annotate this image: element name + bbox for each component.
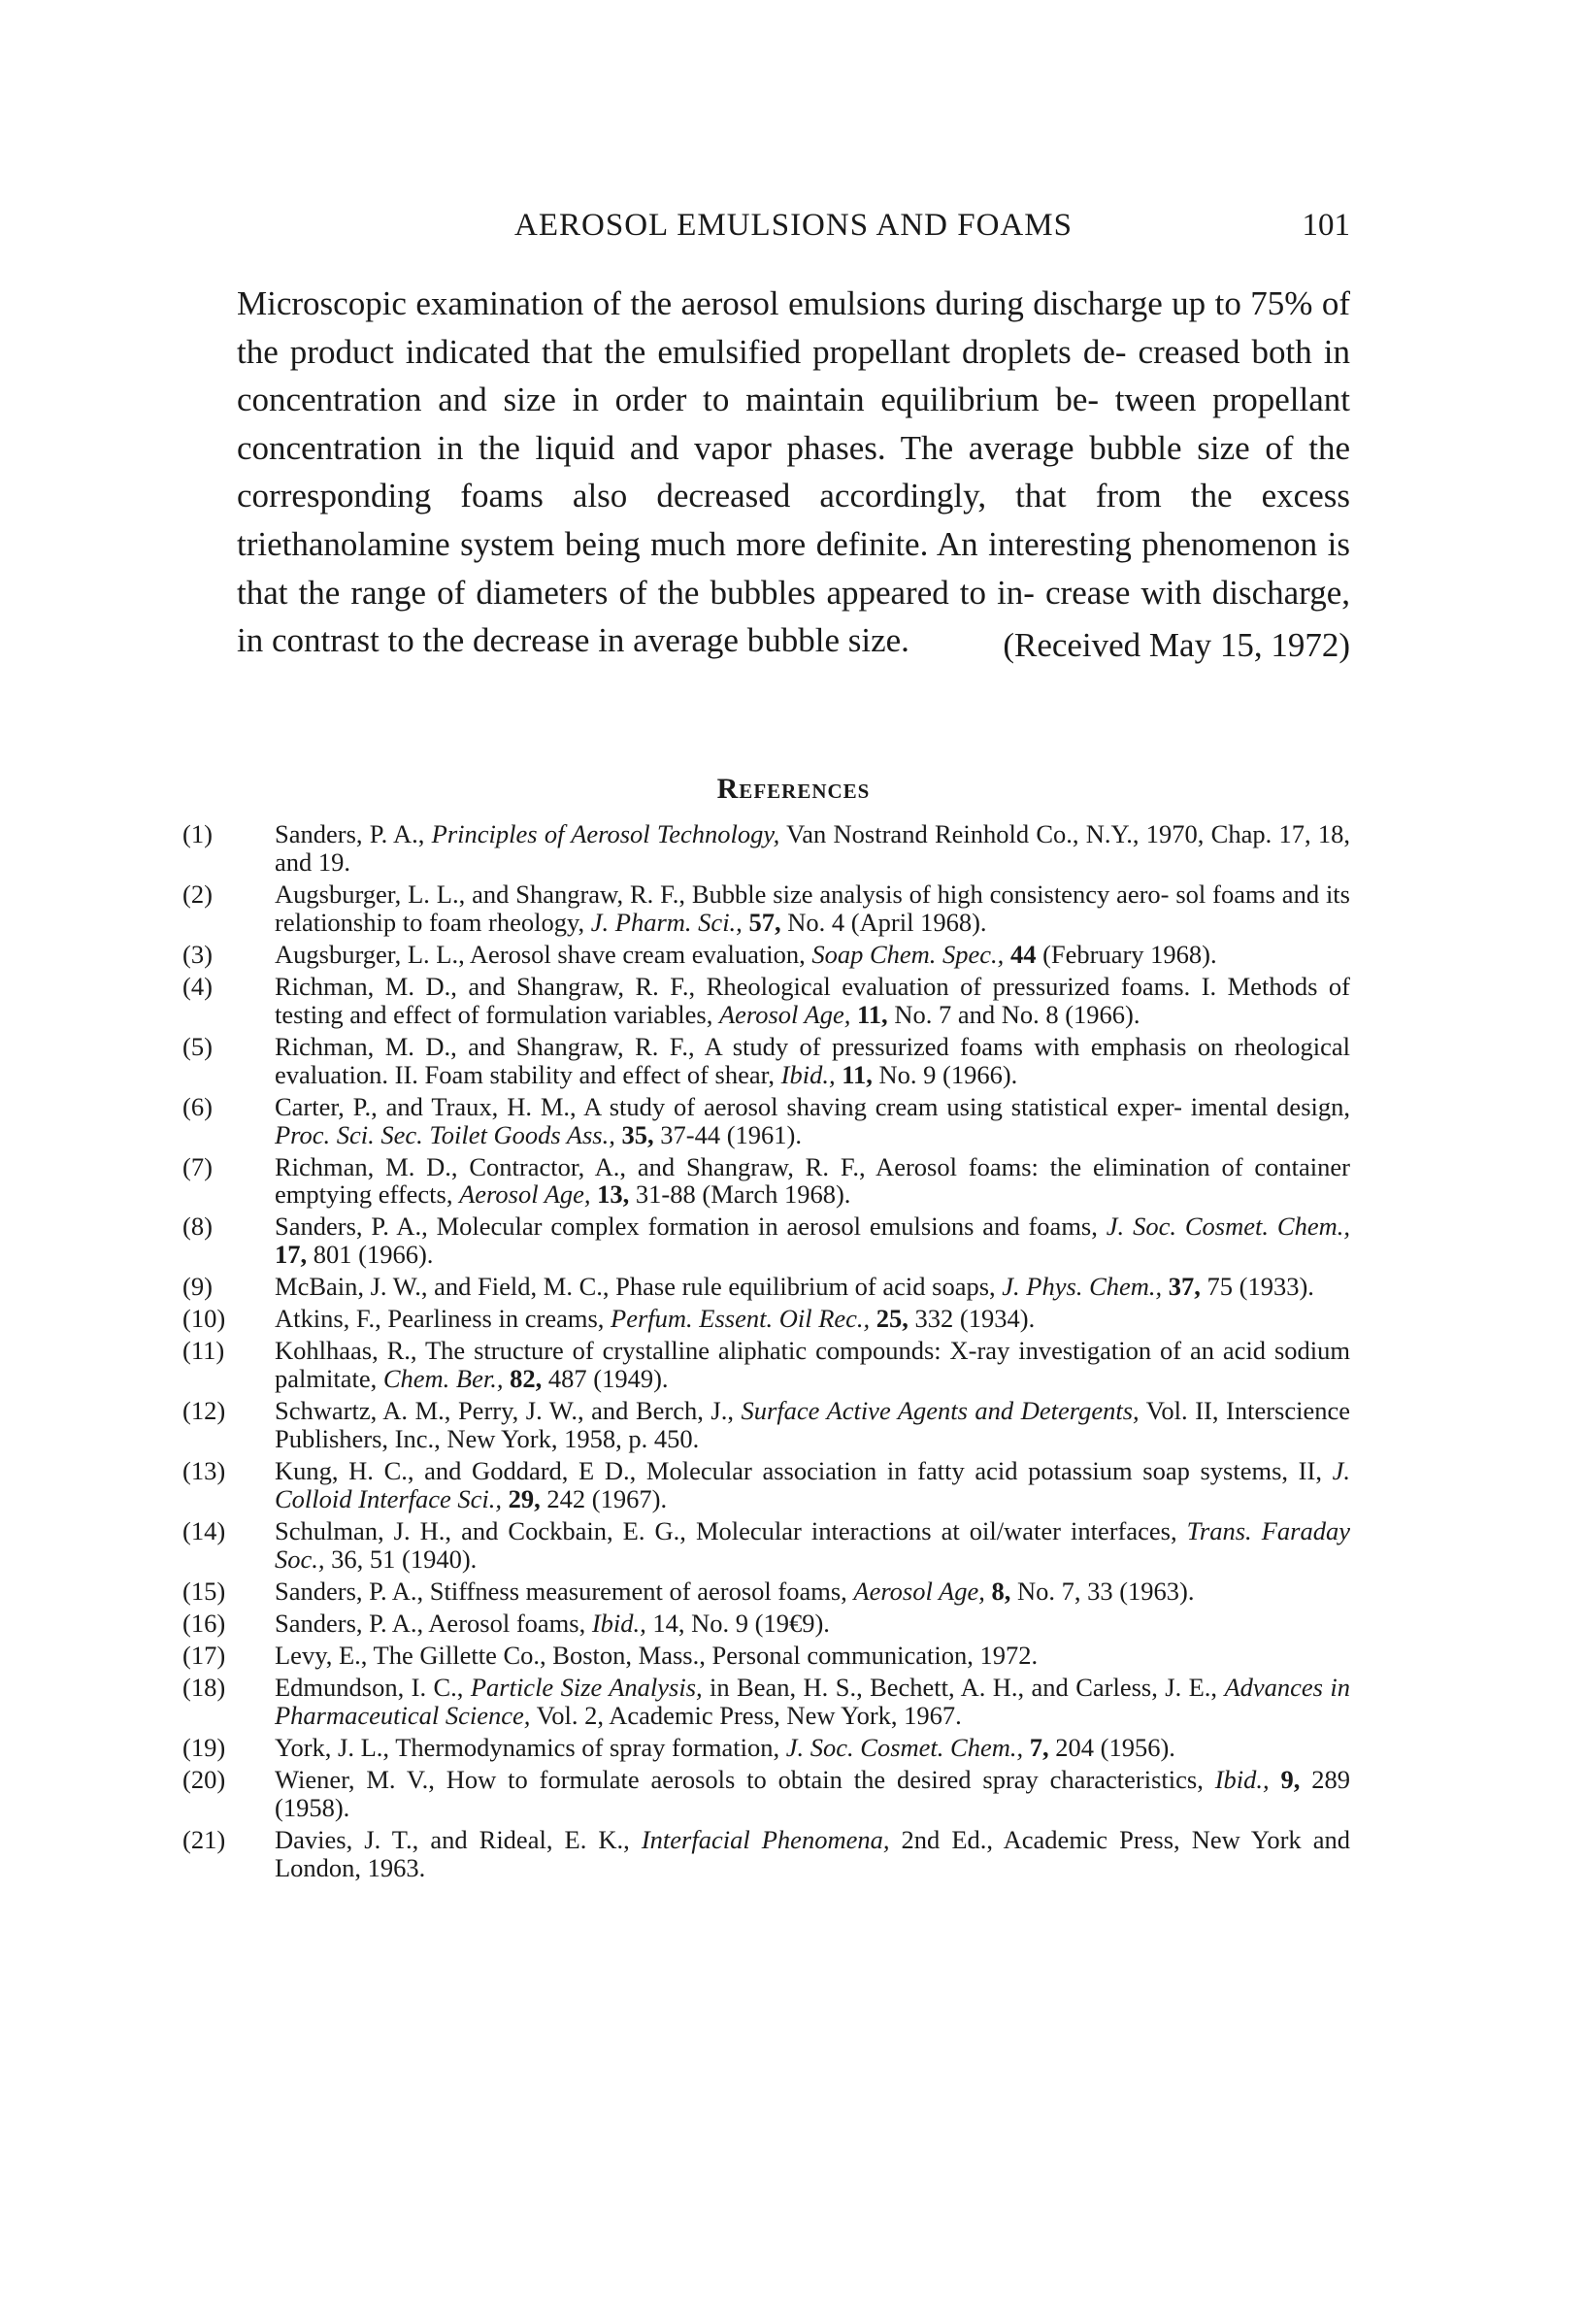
reference-text — [275, 1153, 1350, 1210]
reference-segment — [1004, 940, 1010, 969]
reference-item — [182, 1153, 1350, 1210]
reference-segment: 289 (1958). — [275, 1764, 1351, 1822]
reference-number: (20) — [182, 1764, 226, 1794]
reference-italic-segment: Advances in Pharmaceutical Science, — [275, 1672, 1350, 1730]
reference-text — [275, 1212, 1350, 1269]
reference-list — [182, 820, 1350, 1886]
reference-item — [182, 1305, 1350, 1333]
reference-segment: 487 (1949). — [542, 1364, 669, 1394]
reference-segment: Edmundson, I. C., — [275, 1672, 471, 1702]
reference-italic-segment: Perfum. Essent. Oil Rec., — [611, 1304, 871, 1334]
reference-text — [275, 1642, 1350, 1670]
reference-volume: 7, — [1029, 1732, 1049, 1762]
reference-segment: Sanders, P. A., — [275, 819, 432, 848]
reference-text — [275, 973, 1350, 1029]
reference-segment: Richman, M. D., and Shangraw, R. F., Rheological evaluation of pressurized foams. I. Methods of testing and effect of formulation variables, — [275, 971, 1350, 1029]
running-head — [237, 208, 1350, 250]
reference-segment: Davies, J. T., and Rideal, E. K., — [275, 1824, 642, 1854]
reference-text — [275, 820, 1350, 877]
reference-number: (13) — [182, 1456, 226, 1486]
reference-segment — [870, 1304, 876, 1333]
reference-number: (12) — [182, 1396, 226, 1426]
reference-segment: Levy, E., The Gillette Co., Boston, Mass., Personal communication, 1972. — [275, 1640, 1039, 1670]
reference-number: (8) — [182, 1212, 213, 1242]
reference-number: (6) — [182, 1091, 213, 1121]
reference-segment: 37-44 (1961). — [653, 1119, 802, 1149]
body-paragraph: Microscopic examination of the aerosol emulsions during discharge up to 75% of the product indicated that the emulsified propellant droplets de- creased both in concentration and size in order to maintain equilibrium be- tween propellant concentration in the liquid and vapor phases. The average bubble size of the corresponding foams also decreased accordingly, that from the excess triethanolamine system being much more definite. An interesting phenomenon is that the range of diameters of the bubbles appeared to in- crease with discharge, in contrast to the decrease in average bubble size. — [237, 284, 1350, 660]
received-date: (Received May 15, 1972) — [1003, 626, 1350, 664]
reference-segment: Schwartz, A. M., Perry, J. W., and Berch, J., — [275, 1396, 742, 1426]
reference-segment: 75 (1933). — [1200, 1272, 1314, 1302]
reference-segment: in Bean, H. S., Bechett, A. H., and Carless, J. E., — [702, 1672, 1225, 1702]
reference-segment: (February 1968). — [1036, 939, 1217, 969]
reference-text — [275, 1766, 1350, 1822]
reference-item — [182, 1642, 1350, 1670]
reference-number: (7) — [182, 1151, 213, 1181]
reference-number: (9) — [182, 1272, 213, 1302]
reference-volume: 82, — [510, 1364, 543, 1394]
reference-segment: Richman, M. D., and Shangraw, R. F., A study of pressurized foams with emphasis on rheological evaluation. II. Foam stability and effect of shear, — [275, 1031, 1350, 1089]
reference-item — [182, 1674, 1350, 1730]
reference-number: (10) — [182, 1304, 226, 1334]
reference-number: (1) — [182, 819, 213, 848]
reference-item — [182, 1734, 1350, 1762]
reference-segment: Richman, M. D., Contractor, A., and Shangraw, R. F., Aerosol foams: the elimination of container emptying effects, — [275, 1151, 1350, 1210]
reference-italic-segment: J. Colloid Interface Sci., — [275, 1456, 1350, 1514]
reference-italic-segment: J. Phys. Chem., — [1002, 1272, 1163, 1302]
reference-segment: 204 (1956). — [1048, 1732, 1175, 1762]
reference-number: (11) — [182, 1336, 225, 1366]
reference-text — [275, 1734, 1350, 1762]
reference-item — [182, 1610, 1350, 1638]
reference-item — [182, 1212, 1350, 1269]
reference-number: (21) — [182, 1824, 226, 1854]
reference-item — [182, 1337, 1350, 1393]
reference-text — [275, 1457, 1350, 1513]
reference-text — [275, 1093, 1350, 1149]
reference-number: (18) — [182, 1672, 226, 1702]
reference-item — [182, 973, 1350, 1029]
reference-text — [275, 1305, 1350, 1333]
reference-segment: No. 9 (1966). — [872, 1059, 1018, 1089]
reference-text — [275, 1397, 1350, 1453]
reference-item — [182, 1577, 1350, 1606]
reference-italic-segment: Soap Chem. Spec., — [811, 939, 1005, 969]
reference-number: (16) — [182, 1608, 226, 1638]
reference-volume: 9, — [1280, 1764, 1301, 1794]
reference-italic-segment: Surface Active Agents and Detergents, — [741, 1396, 1140, 1426]
reference-italic-segment: Aerosol Age, — [853, 1576, 985, 1606]
reference-italic-segment: Principles of Aerosol Technology, — [431, 819, 780, 848]
reference-volume: 8, — [991, 1576, 1011, 1606]
running-title: AEROSOL EMULSIONS AND FOAMS — [514, 208, 1073, 243]
reference-segment: Sanders, P. A., Aerosol foams, — [275, 1608, 592, 1638]
reference-segment: Sanders, P. A., Molecular complex formation in aerosol emulsions and foams, — [275, 1212, 1107, 1242]
reference-segment: Van Nostrand Reinhold Co., N.Y., 1970, Chap. 17, 18, and 19. — [275, 819, 1350, 877]
reference-item — [182, 820, 1350, 877]
reference-volume: 11, — [857, 999, 888, 1029]
reference-text — [275, 1517, 1350, 1574]
reference-italic-segment: J. Pharm. Sci., — [590, 907, 743, 937]
reference-volume: 11, — [842, 1059, 873, 1089]
reference-segment: 14, No. 9 (19€9). — [645, 1608, 830, 1638]
reference-item — [182, 1457, 1350, 1513]
reference-item — [182, 1766, 1350, 1822]
reference-volume: 57, — [748, 907, 781, 937]
reference-number: (15) — [182, 1576, 226, 1606]
reference-item — [182, 1517, 1350, 1574]
reference-volume: 44 — [1009, 939, 1037, 969]
reference-text — [275, 1033, 1350, 1089]
reference-italic-segment: Interfacial Phenomena, — [641, 1824, 890, 1854]
reference-italic-segment: Trans. Faraday Soc., — [275, 1516, 1350, 1574]
reference-segment: Augsburger, L. L., and Shangraw, R. F., Bubble size analysis of high consistency aero- sol foams and its relationship to foam rheology, — [275, 879, 1350, 937]
reference-segment — [1270, 1765, 1281, 1794]
reference-segment: York, J. L., Thermodynamics of spray formation, — [275, 1732, 786, 1762]
reference-segment: Carter, P., and Traux, H. M., A study of aerosol shaving cream using statistical exper- imental design, — [275, 1091, 1350, 1121]
reference-segment: No. 4 (April 1968). — [780, 907, 987, 937]
reference-italic-segment: Ibid., — [1214, 1764, 1270, 1794]
reference-segment: Augsburger, L. L., Aerosol shave cream evaluation, — [275, 939, 812, 969]
reference-segment: 801 (1966). — [307, 1240, 434, 1270]
reference-item — [182, 941, 1350, 969]
reference-item — [182, 1093, 1350, 1149]
reference-segment: Vol. 2, Academic Press, New York, 1967. — [530, 1700, 962, 1730]
reference-segment — [502, 1484, 509, 1513]
reference-segment: Kohlhaas, R., The structure of crystalline aliphatic compounds: X-ray investigation of an acid sodium palmitate, — [275, 1336, 1350, 1394]
reference-item — [182, 1273, 1350, 1301]
reference-italic-segment: Proc. Sci. Sec. Toilet Goods Ass., — [275, 1119, 615, 1149]
reference-segment: Wiener, M. V., How to formulate aerosols to obtain the desired spray characteristics, — [275, 1764, 1215, 1794]
reference-volume: 13, — [597, 1179, 630, 1210]
reference-italic-segment: Particle Size Analysis, — [470, 1672, 703, 1702]
reference-number: (3) — [182, 939, 213, 969]
reference-volume: 37, — [1168, 1272, 1201, 1302]
reference-text — [275, 1610, 1350, 1638]
reference-italic-segment: Aerosol Age, — [459, 1179, 591, 1210]
reference-segment: 31-88 (March 1968). — [629, 1179, 851, 1210]
reference-segment: 36, 51 (1940). — [324, 1544, 478, 1574]
reference-text — [275, 880, 1350, 937]
reference-segment: 332 (1934). — [908, 1304, 1036, 1334]
reference-segment: 2nd Ed., Academic Press, New York and London, 1963. — [275, 1824, 1350, 1882]
reference-segment: 242 (1967). — [540, 1484, 668, 1514]
reference-item — [182, 880, 1350, 937]
reference-number: (4) — [182, 971, 213, 1001]
reference-segment: No. 7, 33 (1963). — [1010, 1576, 1195, 1606]
reference-item — [182, 1033, 1350, 1089]
page-number: 101 — [1302, 208, 1350, 243]
reference-number: (17) — [182, 1640, 226, 1670]
reference-segment: McBain, J. W., and Field, M. C., Phase rule equilibrium of acid soaps, — [275, 1272, 1003, 1302]
reference-text — [275, 941, 1350, 969]
reference-volume: 17, — [275, 1240, 308, 1270]
reference-number: (2) — [182, 879, 213, 909]
reference-segment: Atkins, F., Pearliness in creams, — [275, 1304, 611, 1334]
reference-segment: Schulman, J. H., and Cockbain, E. G., Molecular interactions at oil/water interfaces, — [275, 1516, 1187, 1546]
reference-number: (5) — [182, 1031, 213, 1061]
reference-segment: No. 7 and No. 8 (1966). — [887, 999, 1140, 1029]
reference-italic-segment: Ibid., — [591, 1608, 646, 1638]
reference-italic-segment: Ibid., — [780, 1059, 836, 1089]
reference-segment: Kung, H. C., and Goddard, E D., Molecular association in fatty acid potassium soap systems, II, — [275, 1456, 1333, 1486]
reference-segment — [615, 1120, 622, 1149]
references-heading: References — [716, 773, 871, 805]
reference-italic-segment: J. Soc. Cosmet. Chem., — [785, 1732, 1024, 1762]
reference-number: (19) — [182, 1732, 226, 1762]
reference-segment: Sanders, P. A., Stiffness measurement of aerosol foams, — [275, 1576, 854, 1606]
reference-text — [275, 1337, 1350, 1393]
reference-volume: 29, — [508, 1484, 541, 1514]
reference-number: (14) — [182, 1516, 226, 1546]
reference-italic-segment: Chem. Ber., — [382, 1364, 504, 1394]
reference-text — [275, 1273, 1350, 1301]
reference-text — [275, 1826, 1350, 1882]
reference-segment — [1162, 1272, 1169, 1301]
reference-italic-segment: J. Soc. Cosmet. Chem., — [1106, 1212, 1350, 1242]
reference-segment: Vol. II, Interscience Publishers, Inc., New York, 1958, p. 450. — [275, 1396, 1351, 1454]
reference-item — [182, 1826, 1350, 1882]
reference-item — [182, 1397, 1350, 1453]
reference-text — [275, 1674, 1350, 1730]
reference-italic-segment: Aerosol Age, — [718, 999, 851, 1029]
reference-volume: 25, — [876, 1304, 909, 1334]
reference-segment — [1023, 1733, 1030, 1762]
reference-text — [275, 1577, 1350, 1606]
reference-volume: 35, — [621, 1119, 654, 1149]
